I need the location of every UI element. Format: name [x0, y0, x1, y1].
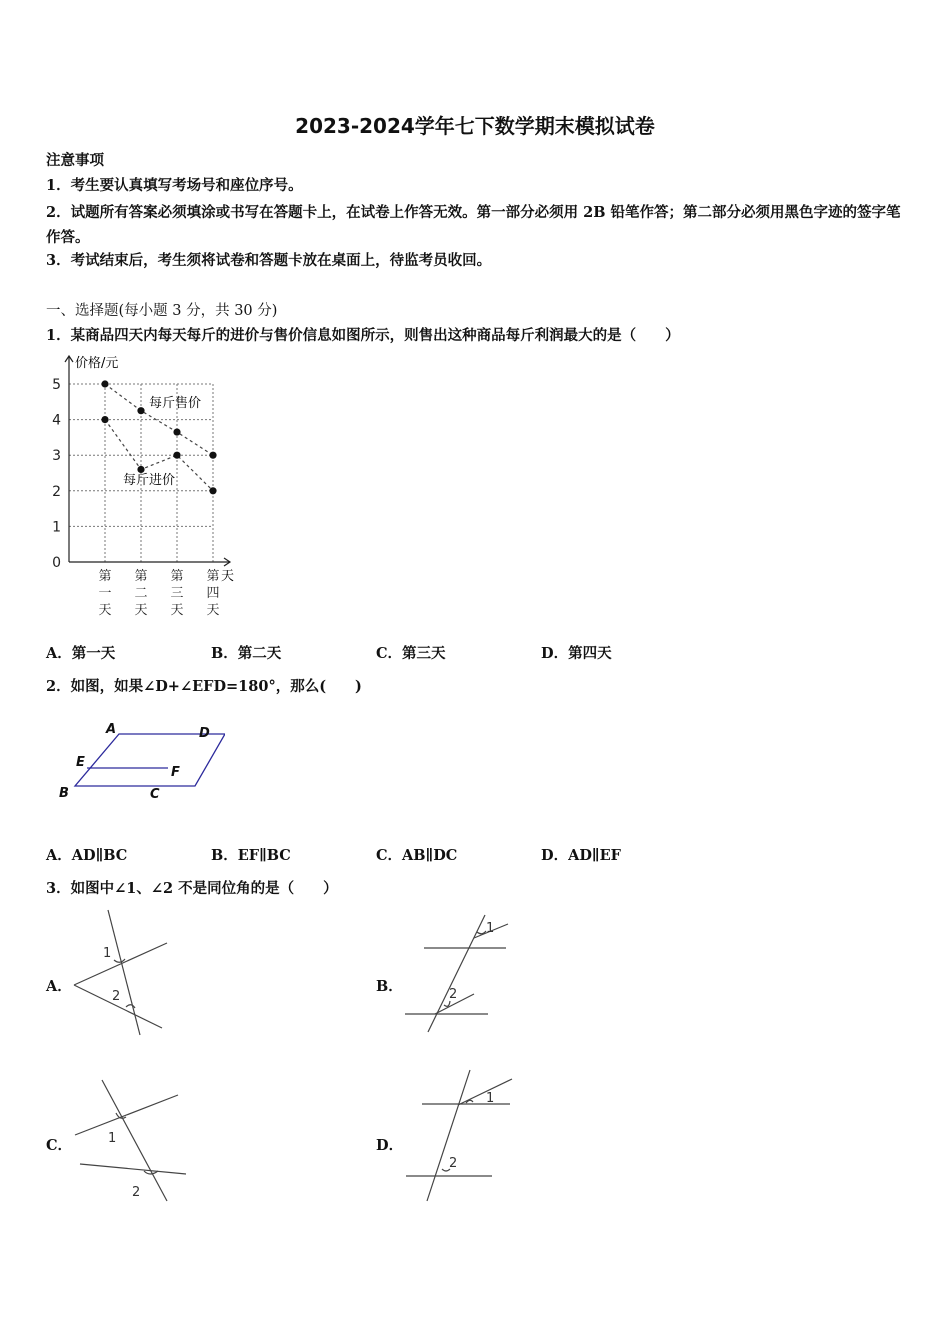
label-b: B: [59, 786, 69, 801]
angle-2-label: 2: [449, 987, 458, 1002]
q1-option-c[interactable]: C．第三天: [376, 645, 446, 662]
data-point: [137, 466, 144, 473]
x-tick-label: 一: [98, 586, 112, 601]
legend-buy-price: 每斤进价: [123, 473, 176, 488]
angle-2-label: 2: [112, 989, 121, 1004]
y-tick-label: 1: [52, 519, 61, 536]
question-3-stem: 3．如图中∠1、∠2 不是同位角的是（ ）: [46, 880, 338, 897]
q1-option-a[interactable]: A．第一天: [46, 645, 116, 662]
x-tick-label: 第: [170, 569, 184, 584]
data-point: [173, 428, 180, 435]
q3-figure-b: [400, 910, 515, 1040]
y-tick-label: 3: [52, 448, 61, 465]
x-tick-label: 第: [98, 569, 112, 584]
chart-axes: [65, 356, 230, 566]
x-tick-label: 天: [206, 603, 220, 618]
data-point: [209, 452, 216, 459]
q3-figure-a: [70, 905, 180, 1040]
angle-1-label: 1: [486, 1091, 495, 1106]
question-2-stem: 2．如图，如果∠D+∠EFD=180°，那么( ): [46, 678, 362, 695]
notice-item-2: 2．试题所有答案必须填涂或书写在答题卡上，在试卷上作答无效。第一部分必须用 2B 铅笔作答；第二部分必须用黑色字迹的签字笔作答。: [46, 204, 901, 246]
q3-option-b[interactable]: B．: [376, 978, 403, 995]
notice-item-1: 1．考生要认真填写考场号和座位序号。: [46, 177, 303, 194]
x-tick-label: 天: [98, 603, 112, 618]
q3-option-c[interactable]: C．: [46, 1137, 73, 1154]
label-a: A: [106, 722, 117, 737]
parallelogram-figure: [55, 718, 225, 808]
y-tick-label: 0: [52, 555, 61, 571]
data-point: [101, 416, 108, 423]
angle-1-label: 1: [108, 1131, 117, 1146]
data-point: [209, 487, 216, 494]
x-tick-label: 第: [134, 569, 148, 584]
section-heading: 一、选择题(每小题 3 分，共 30 分): [46, 303, 278, 319]
angle-1-label: 1: [103, 946, 112, 961]
q2-option-a[interactable]: A．AD∥BC: [46, 847, 128, 864]
q3-option-a[interactable]: A．: [46, 978, 72, 995]
q2-option-d[interactable]: D．AD∥EF: [541, 847, 621, 864]
x-tick-label: 二: [134, 586, 148, 601]
label-e: E: [76, 755, 85, 770]
y-tick-label: 2: [52, 483, 61, 500]
label-d: D: [199, 726, 210, 741]
data-point: [101, 380, 108, 387]
q2-option-c[interactable]: C．AB∥DC: [376, 847, 458, 864]
x-tick-label: 四: [206, 586, 220, 601]
angle-2-label: 2: [449, 1156, 458, 1171]
q3-option-d[interactable]: D．: [376, 1137, 404, 1154]
x-tick-label: 三: [170, 586, 184, 601]
y-tick-label: 5: [52, 377, 61, 393]
q3-figure-d: [400, 1065, 520, 1205]
angle-1-label: 1: [486, 921, 495, 936]
q2-option-b[interactable]: B．EF∥BC: [211, 847, 291, 864]
y-tick-label: 4: [52, 412, 61, 429]
chart-x-label: 天: [221, 569, 235, 584]
q1-option-d[interactable]: D．第四天: [541, 645, 612, 662]
page-title: 2023-2024学年七下数学期末模拟试卷: [295, 114, 655, 138]
data-point: [173, 452, 180, 459]
chart-x-ticks: [98, 569, 219, 618]
angle-2-label: 2: [132, 1185, 141, 1200]
chart-y-label: 价格/元: [75, 356, 119, 371]
notice-item-3: 3．考试结束后，考生须将试卷和答题卡放在桌面上，待监考员收回。: [46, 252, 492, 269]
x-tick-label: 第: [206, 569, 220, 584]
label-c: C: [150, 787, 160, 802]
x-tick-label: 天: [134, 603, 148, 618]
price-chart: [45, 350, 245, 620]
x-tick-label: 天: [170, 603, 184, 618]
label-f: F: [171, 765, 180, 780]
q3-figure-c: [70, 1075, 195, 1205]
data-point: [137, 407, 144, 414]
q1-option-b[interactable]: B．第二天: [211, 645, 282, 662]
legend-sell-price: 每斤售价: [149, 396, 202, 411]
chart-y-ticks: [52, 377, 61, 571]
notice-heading: 注意事项: [46, 152, 104, 169]
question-1-stem: 1．某商品四天内每天每斤的进价与售价信息如图所示，则售出这种商品每斤利润最大的是（ ）: [46, 327, 680, 344]
